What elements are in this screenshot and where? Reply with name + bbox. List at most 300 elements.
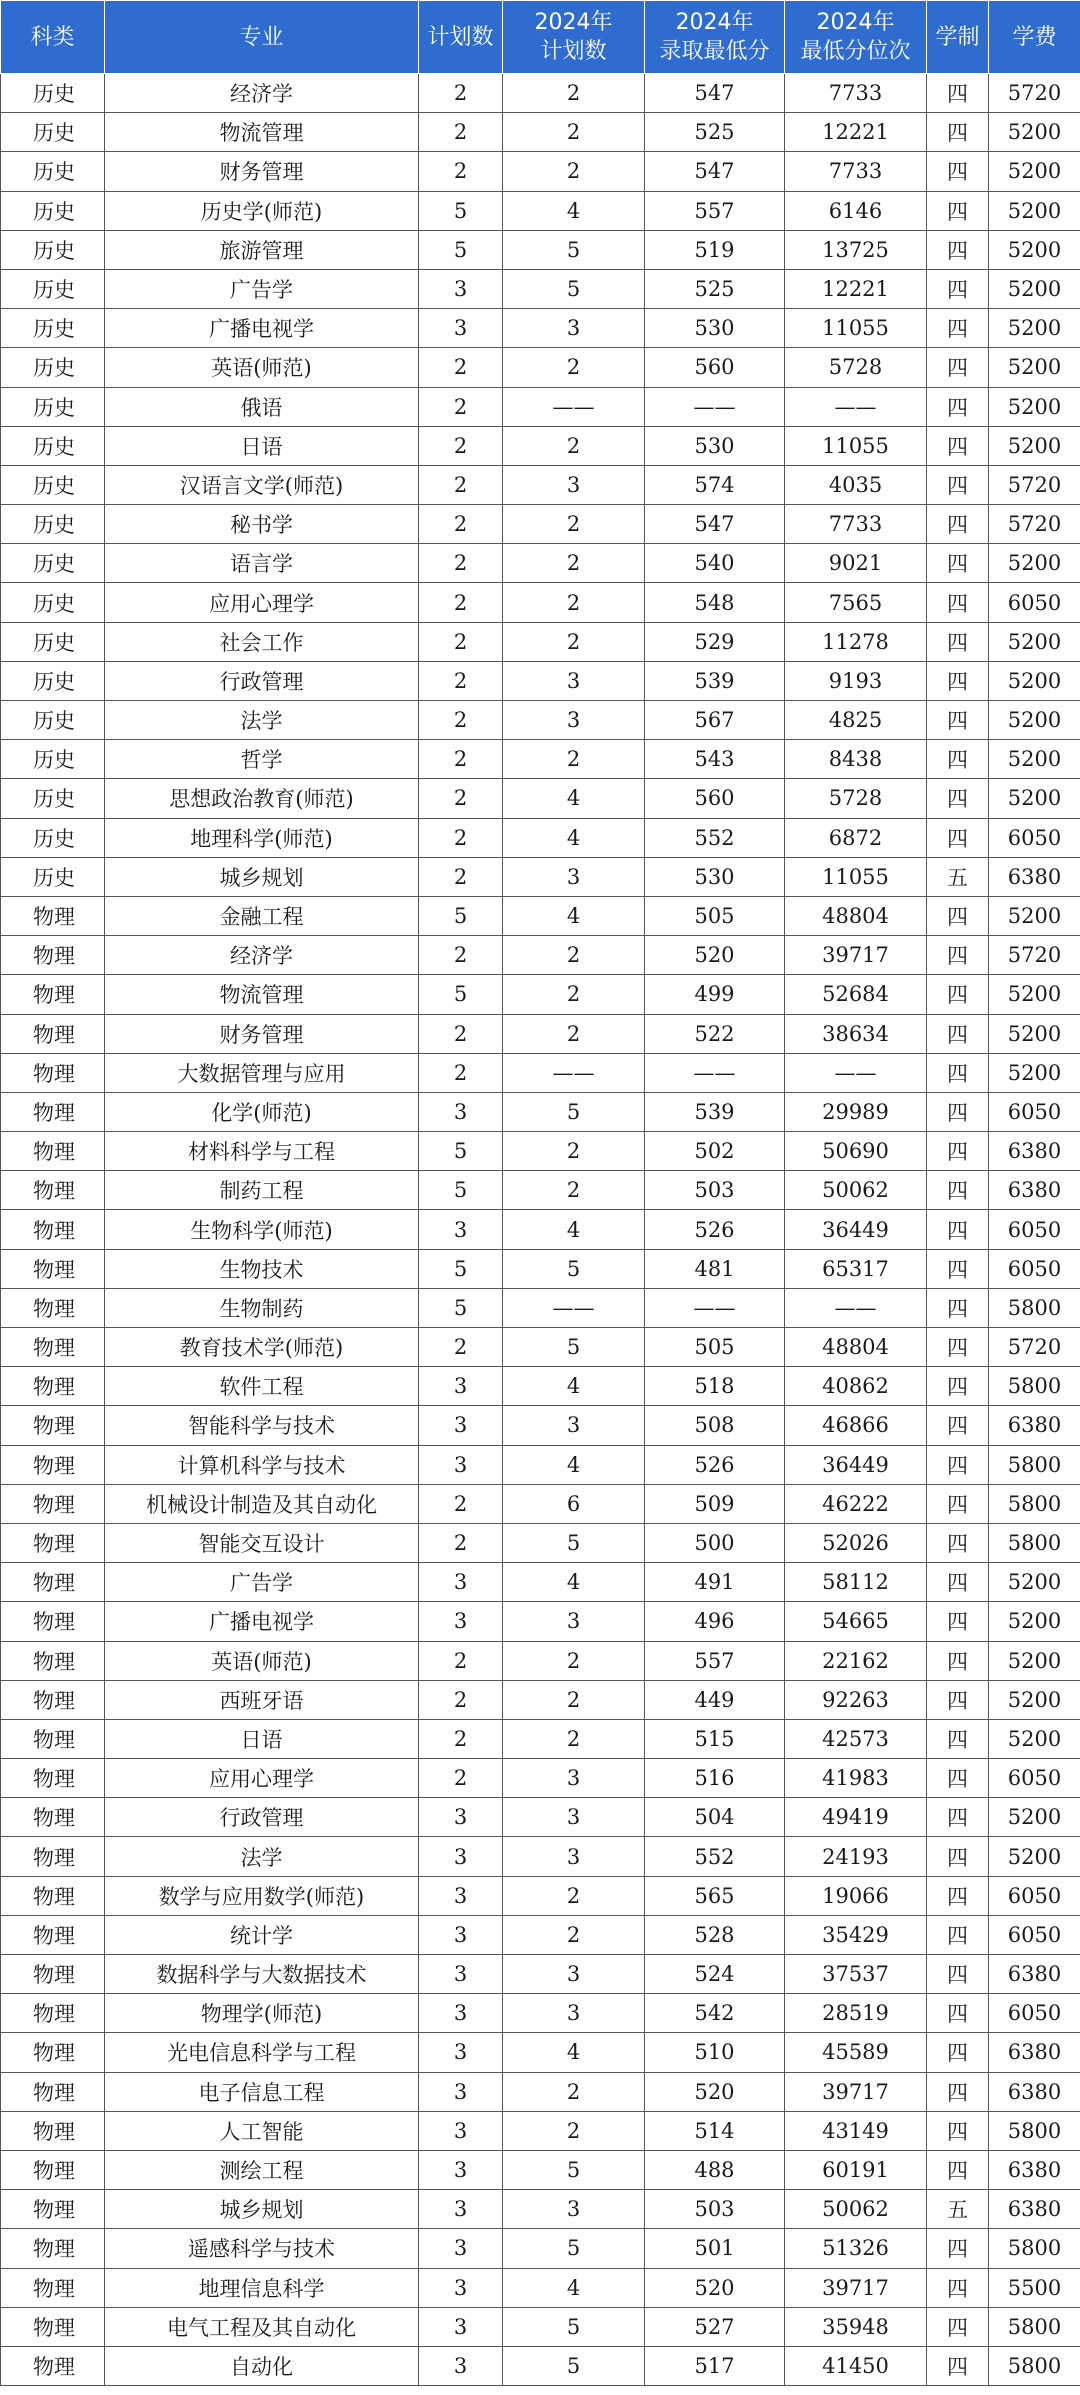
cell-min-score-2024: 481 — [645, 1249, 785, 1288]
cell-min-score-2024: 501 — [645, 2229, 785, 2268]
cell-plan-2024: 2 — [503, 152, 645, 191]
cell-min-rank-2024: 52684 — [785, 975, 927, 1014]
cell-major: 物流管理 — [105, 113, 419, 152]
table-row — [1, 1602, 1080, 1641]
cell-tuition: 5200 — [989, 113, 1080, 152]
cell-min-score-2024: —— — [645, 387, 785, 426]
cell-major: 智能科学与技术 — [105, 1406, 419, 1445]
cell-min-score-2024: 560 — [645, 779, 785, 818]
cell-tuition: 5200 — [989, 387, 1080, 426]
cell-years: 四 — [927, 1132, 989, 1171]
table-row — [1, 2111, 1080, 2150]
cell-major: 行政管理 — [105, 661, 419, 700]
cell-years: 四 — [927, 1406, 989, 1445]
cell-plan-2024: 5 — [503, 2346, 645, 2385]
cell-min-score-2024: 449 — [645, 1680, 785, 1719]
cell-tuition: 6050 — [989, 1994, 1080, 2033]
cell-plan-2024: 4 — [503, 2268, 645, 2307]
cell-tuition: 6380 — [989, 1171, 1080, 1210]
cell-tuition: 5800 — [989, 2346, 1080, 2385]
cell-plan: 3 — [419, 2150, 503, 2189]
cell-plan: 2 — [419, 818, 503, 857]
cell-plan-2024: 3 — [503, 1602, 645, 1641]
table-row — [1, 583, 1080, 622]
cell-min-rank-2024: 29989 — [785, 1092, 927, 1131]
cell-major: 应用心理学 — [105, 583, 419, 622]
cell-min-score-2024: 528 — [645, 1915, 785, 1954]
table-row — [1, 1132, 1080, 1171]
cell-tuition: 5200 — [989, 1053, 1080, 1092]
cell-min-rank-2024: 50062 — [785, 1171, 927, 1210]
table-header — [1, 1, 1080, 74]
cell-plan: 2 — [419, 1328, 503, 1367]
cell-tuition: 5200 — [989, 1641, 1080, 1680]
cell-plan: 2 — [419, 661, 503, 700]
cell-category: 物理 — [1, 1053, 105, 1092]
cell-plan: 3 — [419, 1563, 503, 1602]
cell-category: 历史 — [1, 661, 105, 700]
cell-years: 四 — [927, 1014, 989, 1053]
cell-min-score-2024: 574 — [645, 465, 785, 504]
cell-min-score-2024: 529 — [645, 622, 785, 661]
cell-years: 四 — [927, 1092, 989, 1131]
cell-category: 物理 — [1, 2150, 105, 2189]
cell-min-score-2024: 525 — [645, 269, 785, 308]
cell-tuition: 5200 — [989, 269, 1080, 308]
cell-category: 历史 — [1, 857, 105, 896]
cell-min-score-2024: 560 — [645, 348, 785, 387]
cell-category: 物理 — [1, 1994, 105, 2033]
cell-min-score-2024: 557 — [645, 191, 785, 230]
cell-min-score-2024: 530 — [645, 309, 785, 348]
table-row — [1, 661, 1080, 700]
cell-plan: 3 — [419, 2111, 503, 2150]
cell-min-rank-2024: 60191 — [785, 2150, 927, 2189]
cell-tuition: 5800 — [989, 2307, 1080, 2346]
cell-tuition: 5200 — [989, 975, 1080, 1014]
cell-plan: 2 — [419, 1484, 503, 1523]
cell-plan-2024: 6 — [503, 1484, 645, 1523]
table-row — [1, 348, 1080, 387]
cell-min-rank-2024: 38634 — [785, 1014, 927, 1053]
cell-plan-2024: 4 — [503, 1563, 645, 1602]
header-category: 科类 — [1, 1, 105, 74]
cell-tuition: 5720 — [989, 505, 1080, 544]
cell-major: 法学 — [105, 1837, 419, 1876]
cell-tuition: 5800 — [989, 1288, 1080, 1327]
cell-tuition: 5200 — [989, 348, 1080, 387]
cell-tuition: 5200 — [989, 1798, 1080, 1837]
cell-plan: 2 — [419, 936, 503, 975]
cell-min-rank-2024: 7733 — [785, 152, 927, 191]
cell-plan: 2 — [419, 740, 503, 779]
cell-major: 地理信息科学 — [105, 2268, 419, 2307]
table-row — [1, 857, 1080, 896]
cell-min-score-2024: 491 — [645, 1563, 785, 1602]
cell-category: 历史 — [1, 387, 105, 426]
cell-category: 历史 — [1, 701, 105, 740]
cell-category: 历史 — [1, 779, 105, 818]
cell-min-score-2024: 530 — [645, 426, 785, 465]
cell-tuition: 5200 — [989, 896, 1080, 935]
cell-years: 四 — [927, 1367, 989, 1406]
cell-years: 四 — [927, 779, 989, 818]
cell-category: 物理 — [1, 2190, 105, 2229]
table-row — [1, 1249, 1080, 1288]
cell-plan: 3 — [419, 309, 503, 348]
cell-category: 历史 — [1, 426, 105, 465]
cell-years: 四 — [927, 1328, 989, 1367]
table-row — [1, 701, 1080, 740]
cell-plan: 2 — [419, 1014, 503, 1053]
table-row — [1, 505, 1080, 544]
table-row — [1, 152, 1080, 191]
cell-min-rank-2024: 45589 — [785, 2033, 927, 2072]
cell-category: 历史 — [1, 465, 105, 504]
cell-category: 物理 — [1, 2111, 105, 2150]
cell-years: 四 — [927, 1876, 989, 1915]
table-row — [1, 1955, 1080, 1994]
cell-plan: 3 — [419, 1602, 503, 1641]
cell-min-score-2024: 525 — [645, 113, 785, 152]
cell-tuition: 5200 — [989, 622, 1080, 661]
cell-min-rank-2024: 5728 — [785, 348, 927, 387]
cell-plan: 2 — [419, 779, 503, 818]
cell-min-score-2024: 520 — [645, 936, 785, 975]
cell-plan: 3 — [419, 1876, 503, 1915]
cell-major: 日语 — [105, 426, 419, 465]
cell-category: 历史 — [1, 191, 105, 230]
header-plan-2024: 2024年 计划数 — [503, 1, 645, 74]
cell-major: 生物制药 — [105, 1288, 419, 1327]
cell-min-score-2024: 517 — [645, 2346, 785, 2385]
cell-plan-2024: 2 — [503, 113, 645, 152]
cell-category: 物理 — [1, 1406, 105, 1445]
table-row — [1, 230, 1080, 269]
cell-years: 四 — [927, 1171, 989, 1210]
cell-category: 物理 — [1, 2346, 105, 2385]
cell-plan-2024: 3 — [503, 701, 645, 740]
cell-major: 数据科学与大数据技术 — [105, 1955, 419, 1994]
cell-min-score-2024: 539 — [645, 661, 785, 700]
cell-category: 历史 — [1, 309, 105, 348]
cell-plan-2024: 4 — [503, 191, 645, 230]
cell-years: 四 — [927, 740, 989, 779]
cell-major: 财务管理 — [105, 1014, 419, 1053]
cell-tuition: 5500 — [989, 2268, 1080, 2307]
cell-plan-2024: 5 — [503, 2150, 645, 2189]
table-row — [1, 426, 1080, 465]
cell-major: 哲学 — [105, 740, 419, 779]
cell-plan: 3 — [419, 1837, 503, 1876]
table-row — [1, 622, 1080, 661]
cell-min-score-2024: 520 — [645, 2268, 785, 2307]
cell-min-rank-2024: 41983 — [785, 1759, 927, 1798]
cell-major: 人工智能 — [105, 2111, 419, 2150]
cell-major: 金融工程 — [105, 896, 419, 935]
cell-plan: 2 — [419, 857, 503, 896]
cell-category: 物理 — [1, 1719, 105, 1758]
cell-min-score-2024: 505 — [645, 1328, 785, 1367]
cell-tuition: 5200 — [989, 740, 1080, 779]
cell-years: 五 — [927, 857, 989, 896]
cell-min-rank-2024: 92263 — [785, 1680, 927, 1719]
cell-category: 物理 — [1, 1837, 105, 1876]
cell-tuition: 6050 — [989, 1249, 1080, 1288]
cell-min-score-2024: 527 — [645, 2307, 785, 2346]
cell-tuition: 5200 — [989, 152, 1080, 191]
cell-min-rank-2024: 6146 — [785, 191, 927, 230]
cell-major: 汉语言文学(师范) — [105, 465, 419, 504]
cell-category: 物理 — [1, 2072, 105, 2111]
cell-tuition: 6380 — [989, 2150, 1080, 2189]
table-row — [1, 1798, 1080, 1837]
cell-min-rank-2024: 13725 — [785, 230, 927, 269]
cell-category: 历史 — [1, 505, 105, 544]
cell-major: 语言学 — [105, 544, 419, 583]
cell-major: 法学 — [105, 701, 419, 740]
cell-tuition: 6050 — [989, 1210, 1080, 1249]
cell-plan: 3 — [419, 2072, 503, 2111]
cell-min-rank-2024: 7565 — [785, 583, 927, 622]
cell-years: 四 — [927, 2150, 989, 2189]
cell-years: 四 — [927, 1445, 989, 1484]
table-row — [1, 191, 1080, 230]
cell-min-rank-2024: 48804 — [785, 896, 927, 935]
cell-min-score-2024: 542 — [645, 1994, 785, 2033]
cell-tuition: 5800 — [989, 1484, 1080, 1523]
cell-years: 四 — [927, 1915, 989, 1954]
cell-plan: 3 — [419, 1445, 503, 1484]
header-row — [1, 1, 1080, 74]
cell-plan: 2 — [419, 1523, 503, 1562]
cell-major: 日语 — [105, 1719, 419, 1758]
cell-category: 物理 — [1, 1092, 105, 1131]
cell-tuition: 5200 — [989, 1563, 1080, 1602]
cell-min-rank-2024: 52026 — [785, 1523, 927, 1562]
cell-major: 电子信息工程 — [105, 2072, 419, 2111]
cell-plan: 3 — [419, 1367, 503, 1406]
table-row — [1, 544, 1080, 583]
cell-plan-2024: 3 — [503, 309, 645, 348]
cell-plan: 3 — [419, 269, 503, 308]
cell-years: 四 — [927, 1759, 989, 1798]
cell-category: 物理 — [1, 1876, 105, 1915]
cell-plan-2024: 2 — [503, 505, 645, 544]
cell-years: 四 — [927, 896, 989, 935]
cell-min-score-2024: —— — [645, 1288, 785, 1327]
cell-category: 历史 — [1, 544, 105, 583]
cell-years: 四 — [927, 1210, 989, 1249]
cell-tuition: 5800 — [989, 2111, 1080, 2150]
cell-plan-2024: 4 — [503, 1210, 645, 1249]
cell-plan: 2 — [419, 1641, 503, 1680]
cell-category: 物理 — [1, 1249, 105, 1288]
cell-plan-2024: 2 — [503, 1171, 645, 1210]
cell-plan-2024: 3 — [503, 465, 645, 504]
cell-plan-2024: 2 — [503, 622, 645, 661]
cell-plan: 3 — [419, 1210, 503, 1249]
cell-min-rank-2024: 11055 — [785, 309, 927, 348]
cell-category: 物理 — [1, 1563, 105, 1602]
cell-min-score-2024: 515 — [645, 1719, 785, 1758]
cell-tuition: 5200 — [989, 426, 1080, 465]
cell-tuition: 6050 — [989, 583, 1080, 622]
cell-plan-2024: 4 — [503, 779, 645, 818]
cell-category: 物理 — [1, 1798, 105, 1837]
cell-tuition: 5200 — [989, 191, 1080, 230]
table-row — [1, 1014, 1080, 1053]
table-row — [1, 818, 1080, 857]
cell-plan: 3 — [419, 2190, 503, 2229]
cell-category: 物理 — [1, 1955, 105, 1994]
cell-plan-2024: 2 — [503, 2072, 645, 2111]
cell-plan: 3 — [419, 2307, 503, 2346]
cell-min-score-2024: 526 — [645, 1210, 785, 1249]
cell-tuition: 6380 — [989, 1406, 1080, 1445]
cell-min-rank-2024: 12221 — [785, 269, 927, 308]
cell-plan-2024: 3 — [503, 857, 645, 896]
cell-min-rank-2024: 51326 — [785, 2229, 927, 2268]
cell-plan-2024: 3 — [503, 2190, 645, 2229]
cell-min-rank-2024: 4825 — [785, 701, 927, 740]
cell-min-score-2024: 488 — [645, 2150, 785, 2189]
cell-years: 四 — [927, 152, 989, 191]
cell-min-score-2024: 547 — [645, 152, 785, 191]
cell-major: 化学(师范) — [105, 1092, 419, 1131]
cell-min-score-2024: 547 — [645, 74, 785, 113]
cell-major: 广播电视学 — [105, 1602, 419, 1641]
cell-years: 四 — [927, 1719, 989, 1758]
cell-min-rank-2024: 42573 — [785, 1719, 927, 1758]
cell-plan-2024: 2 — [503, 1915, 645, 1954]
cell-min-rank-2024: —— — [785, 387, 927, 426]
table-row — [1, 2346, 1080, 2385]
cell-plan-2024: —— — [503, 387, 645, 426]
header-plan: 计划数 — [419, 1, 503, 74]
cell-min-rank-2024: 46866 — [785, 1406, 927, 1445]
cell-major: 测绘工程 — [105, 2150, 419, 2189]
cell-min-score-2024: 519 — [645, 230, 785, 269]
cell-category: 物理 — [1, 1915, 105, 1954]
cell-major: 城乡规划 — [105, 2190, 419, 2229]
header-major: 专业 — [105, 1, 419, 74]
cell-years: 四 — [927, 622, 989, 661]
table-row — [1, 896, 1080, 935]
table-row — [1, 2307, 1080, 2346]
cell-major: 统计学 — [105, 1915, 419, 1954]
cell-min-rank-2024: 43149 — [785, 2111, 927, 2150]
cell-min-score-2024: 509 — [645, 1484, 785, 1523]
cell-major: 自动化 — [105, 2346, 419, 2385]
cell-min-score-2024: 547 — [645, 505, 785, 544]
cell-major: 物理学(师范) — [105, 1994, 419, 2033]
cell-major: 教育技术学(师范) — [105, 1328, 419, 1367]
cell-category: 物理 — [1, 1328, 105, 1367]
cell-plan-2024: 2 — [503, 583, 645, 622]
cell-min-score-2024: 503 — [645, 1171, 785, 1210]
table-row — [1, 1092, 1080, 1131]
cell-min-score-2024: 524 — [645, 1955, 785, 1994]
cell-min-score-2024: 496 — [645, 1602, 785, 1641]
cell-major: 秘书学 — [105, 505, 419, 544]
cell-category: 历史 — [1, 583, 105, 622]
cell-plan: 2 — [419, 505, 503, 544]
cell-min-score-2024: 505 — [645, 896, 785, 935]
cell-years: 四 — [927, 348, 989, 387]
cell-category: 物理 — [1, 1445, 105, 1484]
cell-min-score-2024: 514 — [645, 2111, 785, 2150]
cell-plan-2024: 3 — [503, 1955, 645, 1994]
cell-plan-2024: 4 — [503, 896, 645, 935]
cell-plan: 5 — [419, 1171, 503, 1210]
table-row — [1, 779, 1080, 818]
cell-plan-2024: 3 — [503, 1759, 645, 1798]
cell-min-score-2024: 503 — [645, 2190, 785, 2229]
cell-tuition: 5200 — [989, 701, 1080, 740]
table-row — [1, 2190, 1080, 2229]
table-row — [1, 387, 1080, 426]
cell-plan-2024: —— — [503, 1288, 645, 1327]
cell-min-score-2024: 520 — [645, 2072, 785, 2111]
cell-min-rank-2024: 41450 — [785, 2346, 927, 2385]
cell-category: 物理 — [1, 2268, 105, 2307]
table-row — [1, 1915, 1080, 1954]
cell-plan-2024: 2 — [503, 1876, 645, 1915]
cell-tuition: 6050 — [989, 818, 1080, 857]
cell-min-rank-2024: 50690 — [785, 1132, 927, 1171]
cell-plan: 2 — [419, 1719, 503, 1758]
table-row — [1, 1523, 1080, 1562]
cell-plan-2024: 3 — [503, 1406, 645, 1445]
cell-tuition: 5720 — [989, 74, 1080, 113]
cell-years: 四 — [927, 269, 989, 308]
cell-min-rank-2024: 35948 — [785, 2307, 927, 2346]
cell-plan: 3 — [419, 1406, 503, 1445]
cell-min-score-2024: —— — [645, 1053, 785, 1092]
cell-plan: 2 — [419, 701, 503, 740]
cell-years: 四 — [927, 1994, 989, 2033]
cell-years: 四 — [927, 2072, 989, 2111]
cell-years: 四 — [927, 113, 989, 152]
cell-plan: 3 — [419, 1798, 503, 1837]
cell-category: 物理 — [1, 1759, 105, 1798]
cell-plan-2024: 3 — [503, 661, 645, 700]
cell-min-score-2024: 510 — [645, 2033, 785, 2072]
cell-years: 四 — [927, 1523, 989, 1562]
cell-tuition: 5200 — [989, 779, 1080, 818]
cell-tuition: 6380 — [989, 1132, 1080, 1171]
cell-major: 俄语 — [105, 387, 419, 426]
cell-plan-2024: 2 — [503, 975, 645, 1014]
cell-min-rank-2024: 58112 — [785, 1563, 927, 1602]
cell-tuition: 6380 — [989, 857, 1080, 896]
cell-min-rank-2024: 35429 — [785, 1915, 927, 1954]
cell-major: 制药工程 — [105, 1171, 419, 1210]
cell-major: 应用心理学 — [105, 1759, 419, 1798]
cell-plan-2024: 5 — [503, 1092, 645, 1131]
cell-major: 行政管理 — [105, 1798, 419, 1837]
table-row — [1, 1288, 1080, 1327]
table-row — [1, 2229, 1080, 2268]
cell-years: 四 — [927, 2033, 989, 2072]
cell-category: 历史 — [1, 74, 105, 113]
cell-plan: 5 — [419, 896, 503, 935]
cell-years: 四 — [927, 1563, 989, 1602]
cell-plan-2024: 4 — [503, 1367, 645, 1406]
header-years: 学制 — [927, 1, 989, 74]
cell-years: 四 — [927, 544, 989, 583]
